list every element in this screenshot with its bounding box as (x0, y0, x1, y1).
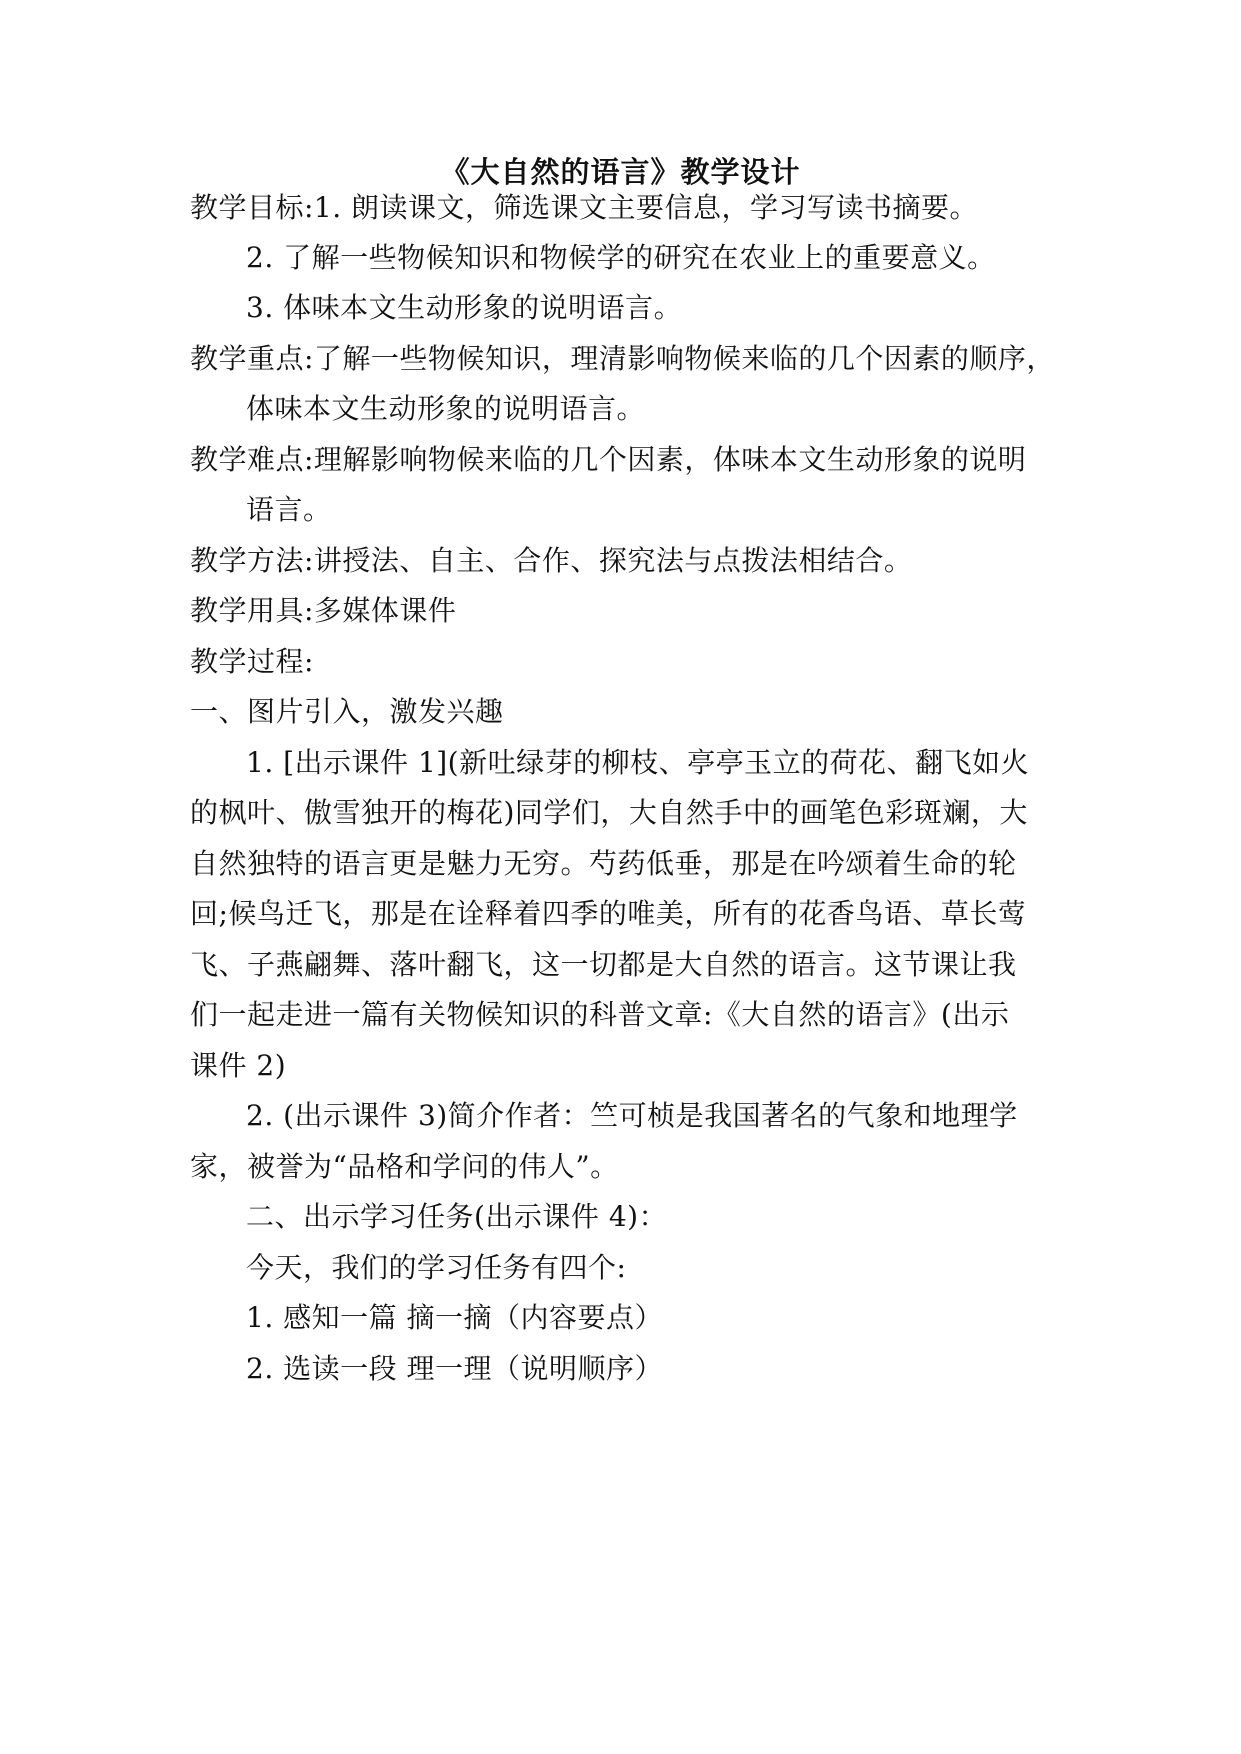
difficulties-line-2: 语言。 (246, 493, 332, 526)
process-heading: 教学过程: (190, 645, 314, 678)
task-item-1: 1. 感知一篇 摘一摘（内容要点） (246, 1301, 664, 1334)
difficulties-line-1: 教学难点:理解影响物候来临的几个因素，体味本文生动形象的说明 (190, 443, 1027, 476)
paragraph-1-line-3: 自然独特的语言更是魅力无穷。芍药低垂，那是在吟颂着生命的轮 (190, 847, 1017, 880)
objectives-line-1: 教学目标:1. 朗读课文，筛选课文主要信息，学习写读书摘要。 (190, 191, 979, 224)
tools-line: 教学用具:多媒体课件 (190, 594, 457, 627)
tasks-intro: 今天，我们的学习任务有四个: (246, 1251, 627, 1284)
paragraph-1-line-4: 回;候鸟迁飞，那是在诠释着四季的唯美，所有的花香鸟语、草长莺 (190, 897, 1027, 930)
objectives-line-2: 2. 了解一些物候知识和物候学的研究在农业上的重要意义。 (246, 241, 996, 274)
paragraph-1-line-5: 飞、子燕翩舞、落叶翻飞，这一切都是大自然的语言。这节课让我 (190, 948, 1017, 981)
section-1-heading: 一、图片引入，激发兴趣 (190, 695, 504, 728)
paragraph-2-line-1: 2. (出示课件 3)简介作者：竺可桢是我国著名的气象和地理学 (246, 1099, 1018, 1132)
paragraph-1-line-7: 课件 2) (190, 1049, 287, 1082)
paragraph-2-line-2: 家，被誉为“品格和学问的伟人”。 (190, 1150, 619, 1183)
key-points-line-1: 教学重点:了解一些物候知识，理清影响物候来临的几个因素的顺序， (190, 342, 1055, 375)
task-item-2: 2. 选读一段 理一理（说明顺序） (246, 1352, 664, 1385)
paragraph-1-line-1: 1. [出示课件 1](新吐绿芽的柳枝、亭亭玉立的荷花、翻飞如火 (246, 746, 1030, 779)
key-points-line-2: 体味本文生动形象的说明语言。 (246, 392, 646, 425)
objectives-line-3: 3. 体味本文生动形象的说明语言。 (246, 291, 683, 324)
methods-line: 教学方法:讲授法、自主、合作、探究法与点拨法相结合。 (190, 544, 913, 577)
paragraph-1-line-2: 的枫叶、傲雪独开的梅花)同学们，大自然手中的画笔色彩斑斓，大 (190, 796, 1028, 829)
section-2-heading: 二、出示学习任务(出示课件 4)： (246, 1200, 668, 1233)
document-title: 《大自然的语言》教学设计 (440, 155, 801, 189)
paragraph-1-line-6: 们一起走进一篇有关物候知识的科普文章:《大自然的语言》(出示 (190, 998, 1010, 1031)
